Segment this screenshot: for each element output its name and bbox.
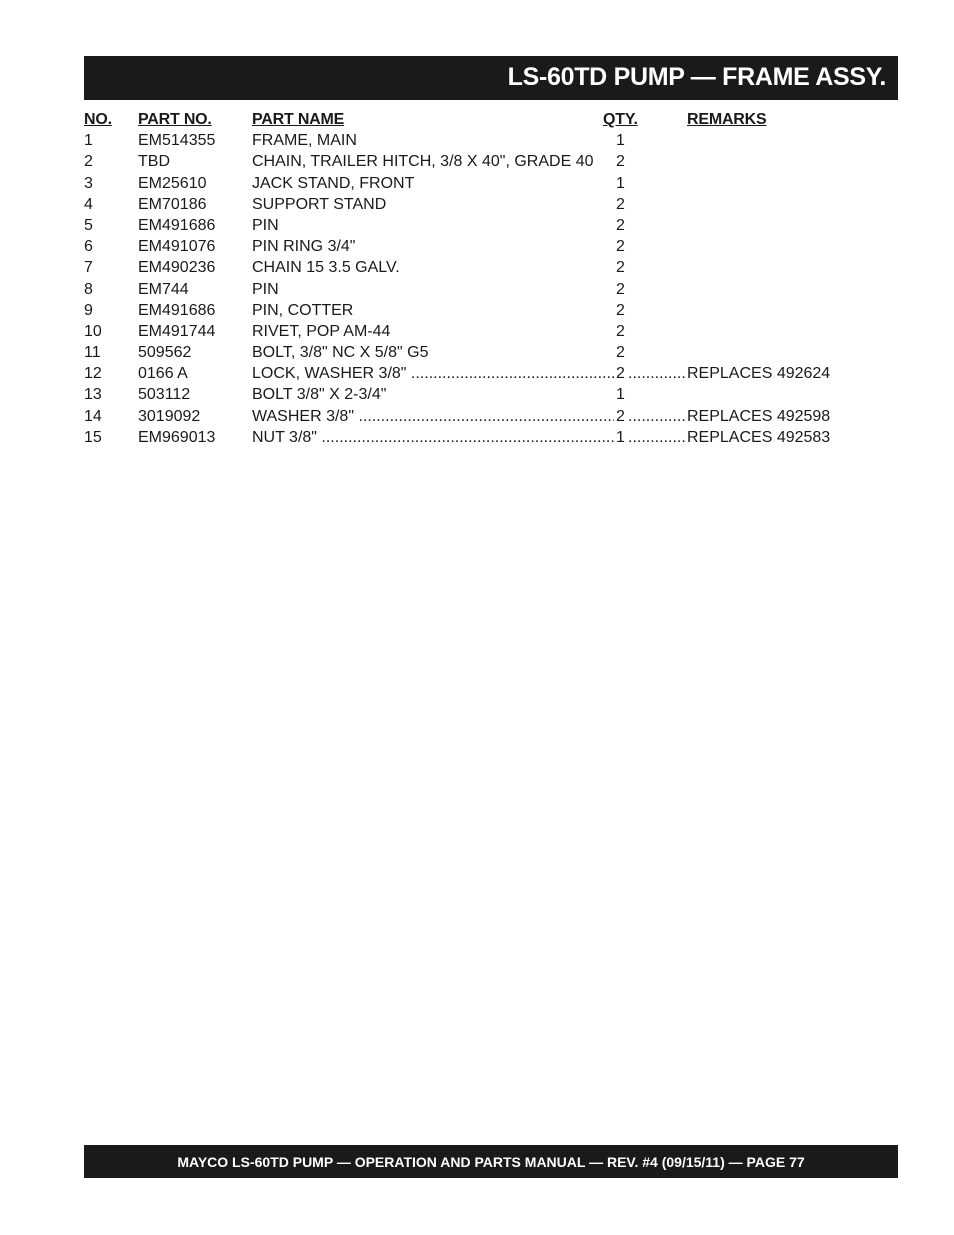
row-no: 10 <box>84 322 102 340</box>
row-no: 8 <box>84 280 93 298</box>
table-row <box>84 406 898 427</box>
row-part-name: JACK STAND, FRONT <box>252 174 415 192</box>
row-part-name: PIN <box>252 280 279 298</box>
column-header-remarks: REMARKS <box>687 111 767 128</box>
row-part-name: SUPPORT STAND <box>252 195 387 213</box>
page-header-bar <box>84 56 898 100</box>
row-no: 15 <box>84 428 102 446</box>
row-no: 3 <box>84 174 93 192</box>
row-part-no: 3019092 <box>138 407 201 425</box>
row-part-no: EM70186 <box>138 195 207 213</box>
row-qty: 2 <box>616 365 625 383</box>
row-part-no: EM969013 <box>138 428 216 446</box>
row-remarks: REPLACES 492583 <box>687 428 831 446</box>
row-part-no: EM490236 <box>138 259 216 277</box>
row-part-name: LOCK, WASHER 3/8" ..... <box>252 363 614 384</box>
page-title: LS-60TD PUMP — FRAME ASSY. <box>507 63 886 91</box>
table-row <box>84 215 898 236</box>
row-part-no: 509562 <box>138 344 192 362</box>
table-row <box>84 363 898 384</box>
row-part-name: NUT 3/8" ..... <box>252 427 614 448</box>
row-qty: 2 <box>616 259 625 277</box>
row-qty: 1 <box>616 132 625 150</box>
row-part-name: RIVET, POP AM-44 <box>252 322 391 340</box>
dot-leader <box>628 363 685 384</box>
row-part-name: CHAIN, TRAILER HITCH, 3/8 X 40", GRADE 40 <box>252 153 594 171</box>
row-qty: 2 <box>616 322 625 340</box>
row-qty: 2 <box>616 301 625 319</box>
footer-text: MAYCO LS-60TD PUMP — OPERATION AND PARTS MANUAL — REV. #4 (09/15/11) — PAGE 77 <box>177 1154 805 1170</box>
table-row <box>84 279 898 300</box>
dot-leader <box>628 427 685 448</box>
row-qty: 2 <box>616 195 625 213</box>
row-no: 6 <box>84 238 93 256</box>
row-qty: 2 <box>616 238 625 256</box>
row-part-no: 0166 A <box>138 365 188 383</box>
row-no: 2 <box>84 153 93 171</box>
row-part-no: 503112 <box>138 386 191 404</box>
row-no: 11 <box>84 344 101 362</box>
table-row <box>84 300 898 321</box>
table-row <box>84 342 898 363</box>
table-row <box>84 151 898 172</box>
row-part-name: PIN, COTTER <box>252 301 354 319</box>
row-part-no: EM491076 <box>138 238 216 256</box>
dot-leader <box>628 406 685 427</box>
row-no: 12 <box>84 365 102 383</box>
page-footer-bar <box>84 1145 898 1178</box>
table-row <box>84 257 898 278</box>
table-body <box>84 130 898 448</box>
column-header-no: NO. <box>84 111 112 128</box>
table-row <box>84 130 898 151</box>
column-header-qty: QTY. <box>603 111 638 128</box>
row-qty: 2 <box>616 407 625 425</box>
row-part-no: TBD <box>138 153 170 171</box>
table-row <box>84 384 898 405</box>
row-remarks: REPLACES 492598 <box>687 407 831 425</box>
row-part-no: EM491686 <box>138 216 216 234</box>
row-part-no: EM514355 <box>138 132 216 150</box>
row-no: 13 <box>84 386 102 404</box>
row-part-no: EM25610 <box>138 174 207 192</box>
table-row <box>84 236 898 257</box>
row-remarks: REPLACES 492624 <box>687 365 831 383</box>
column-header-part-name: PART NAME <box>252 111 345 128</box>
row-part-name: FRAME, MAIN <box>252 132 357 150</box>
row-no: 1 <box>84 132 93 150</box>
row-part-name: CHAIN 15 3.5 GALV. <box>252 259 400 277</box>
row-part-no: EM744 <box>138 280 189 298</box>
row-no: 4 <box>84 195 93 213</box>
row-part-name: BOLT, 3/8" NC X 5/8" G5 <box>252 344 429 362</box>
row-part-no: EM491686 <box>138 301 216 319</box>
row-part-name: PIN <box>252 216 279 234</box>
row-qty: 1 <box>616 428 625 446</box>
row-qty: 2 <box>616 344 625 362</box>
table-row <box>84 194 898 215</box>
row-part-name: PIN RING 3/4" <box>252 238 356 256</box>
row-no: 5 <box>84 216 93 234</box>
row-qty: 1 <box>616 386 625 404</box>
row-part-name: WASHER 3/8" ..... <box>252 406 614 427</box>
table-row <box>84 427 898 448</box>
row-qty: 1 <box>616 174 625 192</box>
parts-table <box>84 109 898 448</box>
row-no: 9 <box>84 301 93 319</box>
table-row <box>84 173 898 194</box>
row-qty: 2 <box>616 216 625 234</box>
table-header-row <box>84 109 898 130</box>
table-row <box>84 321 898 342</box>
row-no: 7 <box>84 259 93 277</box>
column-header-part-no: PART NO. <box>138 111 212 128</box>
row-part-no: EM491744 <box>138 322 216 340</box>
row-no: 14 <box>84 407 102 425</box>
row-qty: 2 <box>616 280 625 298</box>
row-part-name: BOLT 3/8" X 2-3/4" <box>252 386 387 404</box>
row-qty: 2 <box>616 153 625 171</box>
